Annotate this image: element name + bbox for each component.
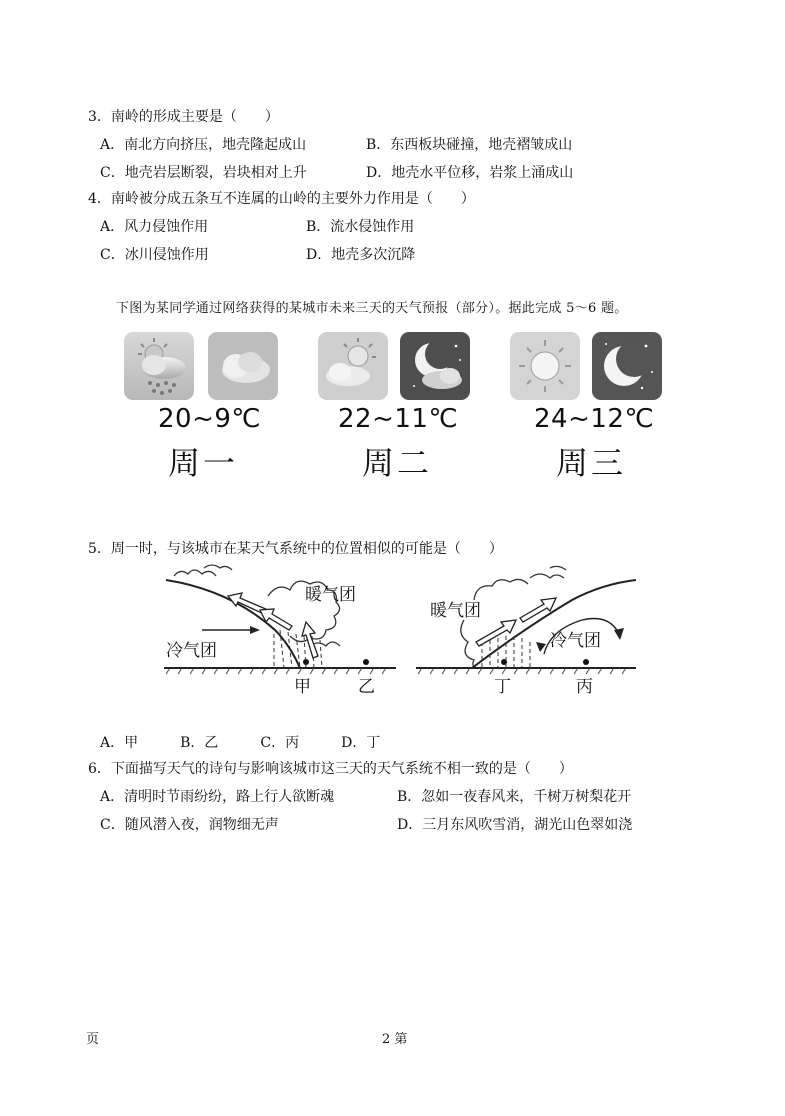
- question-3-option-b: B．东西板块碰撞，地壳褶皱成山: [366, 137, 573, 153]
- question-5-stem: 5．周一时，与该城市在某天气系统中的位置相似的可能是（ ）: [88, 541, 503, 557]
- question-4-option-b: B．流水侵蚀作用: [306, 219, 415, 235]
- sun-cloud-icon: [318, 332, 388, 400]
- forecast-intro: 下图为某同学通过网络获得的某城市未来三天的天气预报（部分）。据此完成 5～6 题。: [116, 301, 628, 316]
- question-4-option-d: D．地壳多次沉降: [306, 247, 416, 263]
- question-6-option-d: D．三月东风吹雪消，湖光山色翠如浇: [397, 817, 633, 833]
- forecast-temp-day-1: 20~9℃: [158, 404, 262, 434]
- forecast-temp-day-2: 22~11℃: [338, 404, 459, 434]
- question-4-stem: 4．南岭被分成五条互不连属的山岭的主要外力作用是（ ）: [88, 191, 475, 207]
- sun-icon: [510, 332, 580, 400]
- forecast-day-2: 周二: [362, 444, 433, 482]
- question-3-option-d: D．地壳水平位移，岩浆上涌成山: [366, 165, 574, 181]
- question-6-option-c: C．随风潜入夜，润物细无声: [100, 817, 279, 833]
- question-4-option-c: C．冰川侵蚀作用: [100, 247, 209, 263]
- warm-air-label-left: 暖气团: [305, 585, 356, 605]
- rain-sun-icon: [124, 332, 194, 400]
- point-bing-label: 丙: [576, 677, 593, 697]
- question-6-option-a: A．清明时节雨纷纷，路上行人欲断魂: [100, 789, 335, 805]
- cloudy-icon: [208, 332, 278, 400]
- question-3-option-a: A．南北方向挤压，地壳隆起成山: [100, 137, 307, 153]
- question-6-stem: 6．下面描写天气的诗句与影响该城市这三天的天气系统不相一致的是（ ）: [88, 761, 573, 777]
- question-6-option-b: B．忽如一夜春风来，千树万树梨花开: [397, 789, 632, 805]
- forecast-day-3: 周三: [556, 444, 627, 482]
- forecast-temp-day-3: 24~12℃: [534, 404, 655, 434]
- moon-cloud-icon: [400, 332, 470, 400]
- question-3-option-c: C．地壳岩层断裂，岩块相对上升: [100, 165, 307, 181]
- point-ding-label: 丁: [494, 677, 511, 697]
- cold-air-label-left: 冷气团: [166, 641, 217, 661]
- question-3-stem: 3．南岭的形成主要是（ ）: [88, 109, 279, 125]
- moon-icon: [592, 332, 662, 400]
- question-4-option-a: A．风力侵蚀作用: [100, 219, 209, 235]
- point-yi-label: 乙: [358, 677, 375, 697]
- warm-front-diagram: [412, 560, 640, 704]
- question-5-options: A．甲 B．乙 C．丙 D．丁: [100, 735, 381, 751]
- cold-air-label-right: 冷气团: [550, 631, 601, 651]
- point-jia-label: 甲: [294, 677, 311, 697]
- footer-page-number: 2 第: [382, 1032, 408, 1047]
- warm-air-label-right: 暖气团: [430, 601, 481, 621]
- footer-page-label: 页: [86, 1032, 100, 1047]
- cold-front-diagram: [160, 560, 400, 704]
- forecast-day-1: 周一: [168, 444, 239, 482]
